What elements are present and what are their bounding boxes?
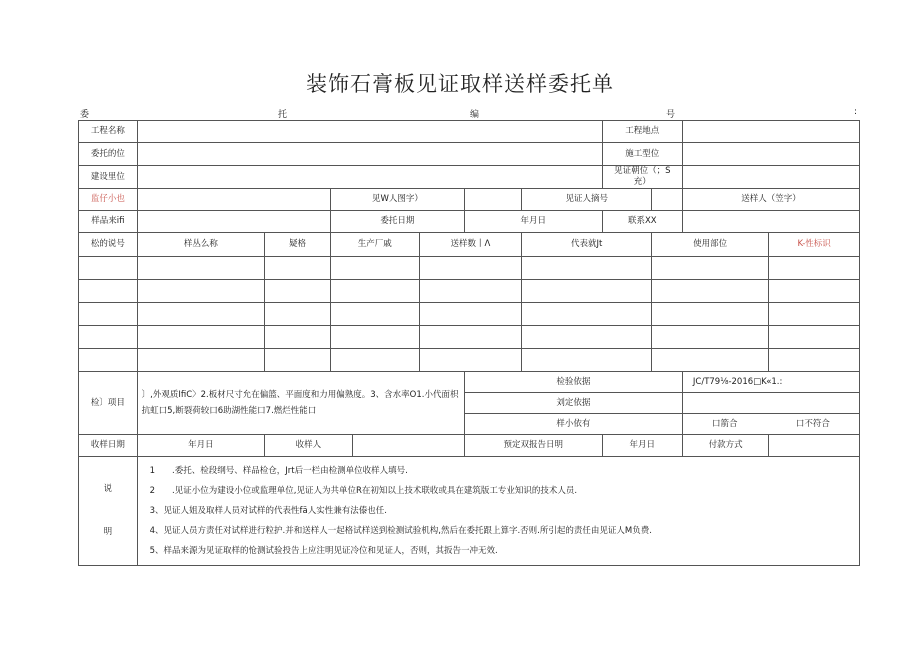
- receiver-field[interactable]: [352, 435, 464, 457]
- label-witness-number: 见证人摘号: [522, 189, 652, 211]
- label-sender-signature: 送样人（笠字）: [682, 189, 859, 211]
- table-row: [79, 280, 860, 303]
- table-cell[interactable]: [522, 349, 652, 372]
- table-cell[interactable]: [522, 303, 652, 326]
- table-cell[interactable]: [419, 349, 522, 372]
- project-location-field[interactable]: [682, 121, 859, 143]
- table-cell[interactable]: [769, 326, 860, 349]
- label-construction-unit: 施工型位: [602, 143, 682, 166]
- table-row: [79, 349, 860, 372]
- table-cell[interactable]: [265, 349, 331, 372]
- entrust-char-2: 托: [278, 110, 288, 120]
- notes-label: [79, 457, 138, 566]
- entrust-number-row: [78, 107, 860, 121]
- note-item-3: 3、见证人姐及取样人员对试样的代表性fä人实性兼有法傣也任.: [149, 506, 387, 516]
- option-nonconform[interactable]: 口不符合: [795, 418, 830, 429]
- supervision-unit-field[interactable]: [137, 189, 330, 211]
- table-cell[interactable]: [265, 257, 331, 280]
- table-cell[interactable]: [137, 303, 265, 326]
- table-cell[interactable]: [79, 349, 138, 372]
- label-sample-source: 样品来ifi: [79, 211, 138, 233]
- label-contact-phone: 联系XX: [602, 211, 682, 233]
- label-project-name: 工程名称: [79, 121, 138, 143]
- header-representative-quantity: 代表就Jt: [522, 233, 652, 257]
- entrust-form-table: [78, 120, 860, 566]
- label-client-unit: 委托的位: [79, 143, 138, 166]
- table-cell[interactable]: [652, 280, 769, 303]
- table-cell[interactable]: [419, 257, 522, 280]
- note-item-4: 4、见证人员方责任对试样进行粒护.并和送样人一起格试样送到检测试验机构,然后在委托跟上算字.否则.所引起的责任由见证人M负费.: [149, 526, 652, 536]
- label-witness-unit-line1: 见证朝位（；S: [614, 166, 671, 177]
- table-cell[interactable]: [79, 257, 138, 280]
- table-cell[interactable]: [331, 349, 419, 372]
- label-receiver: 收样人: [265, 435, 352, 457]
- table-cell[interactable]: [769, 349, 860, 372]
- table-cell[interactable]: [137, 280, 265, 303]
- construction-unit-field[interactable]: [682, 143, 859, 166]
- label-payment-method: 付款方式: [682, 435, 768, 457]
- header-usage-location: 使用部位: [652, 233, 769, 257]
- witness-number-field[interactable]: [652, 189, 683, 211]
- label-test-basis: 检验依据: [464, 372, 682, 393]
- contact-phone-field[interactable]: [682, 211, 859, 233]
- label-receive-date: 收样日期: [79, 435, 138, 457]
- payment-method-field[interactable]: [769, 435, 860, 457]
- option-conform[interactable]: 口箭合: [712, 418, 738, 429]
- label-report-date: 预定双报告日明: [464, 435, 602, 457]
- entrust-date-field[interactable]: 年月日: [464, 211, 602, 233]
- table-cell[interactable]: [652, 349, 769, 372]
- note-item-2: 2 .见证小位为建设小位或监理单位,见证人为共单位R在初知以上技术联收或具在建筑版工专业知识的技术人员.: [149, 486, 578, 496]
- witness-unit-field[interactable]: [682, 166, 859, 189]
- sample-source-field[interactable]: [137, 211, 330, 233]
- test-basis-value: JC∕T79⅛-2016□K«1.:: [682, 372, 859, 393]
- label-entrust-date: 委托日期: [331, 211, 465, 233]
- label-supervision-unit: 监仔小也: [79, 189, 138, 211]
- label-builder-unit: 建设里位: [79, 166, 138, 189]
- table-cell[interactable]: [137, 257, 265, 280]
- entrust-char-4: 号: [666, 110, 676, 120]
- table-cell[interactable]: [331, 303, 419, 326]
- note-item-5: 5、样品来源为见证取样的怆测试验投告上应注明见证冷位和见证人，否则，其扳告一冲无效.: [149, 546, 498, 556]
- table-cell[interactable]: [652, 257, 769, 280]
- builder-unit-field[interactable]: [137, 166, 602, 189]
- client-unit-field[interactable]: [137, 143, 602, 166]
- table-cell[interactable]: [137, 349, 265, 372]
- table-cell[interactable]: [79, 303, 138, 326]
- header-sample-name: 样丛么称: [137, 233, 265, 257]
- table-row: [79, 326, 860, 349]
- table-cell[interactable]: [137, 326, 265, 349]
- entrust-char-1: 委: [80, 110, 90, 120]
- label-witness-unit: [602, 166, 682, 189]
- table-cell[interactable]: [769, 280, 860, 303]
- table-cell[interactable]: [331, 280, 419, 303]
- label-witness-unit-line2: 充）: [633, 177, 651, 187]
- label-test-items: 检〕项目: [79, 372, 138, 435]
- notes-label-top: 说: [103, 484, 113, 495]
- notes-content: [137, 457, 859, 566]
- witness-signature-field[interactable]: [464, 189, 522, 211]
- table-cell[interactable]: [652, 303, 769, 326]
- judge-basis-field[interactable]: [682, 393, 859, 414]
- label-project-location: 工程地点: [602, 121, 682, 143]
- table-cell[interactable]: [79, 326, 138, 349]
- table-cell[interactable]: [79, 280, 138, 303]
- table-cell[interactable]: [419, 326, 522, 349]
- header-spec: 疑格: [265, 233, 331, 257]
- form-title: 装饰石膏板见证取样送样委托单: [306, 72, 614, 96]
- table-row: [79, 303, 860, 326]
- table-cell[interactable]: [522, 326, 652, 349]
- project-name-field[interactable]: [137, 121, 602, 143]
- label-witness-signature: 见W人图字）: [331, 189, 465, 211]
- entrust-char-5: :: [854, 107, 858, 117]
- header-sample-number: 松的说号: [79, 233, 138, 257]
- table-cell[interactable]: [419, 303, 522, 326]
- entrust-char-3: 编: [470, 110, 480, 120]
- sample-status-options: [682, 414, 859, 435]
- table-cell[interactable]: [331, 326, 419, 349]
- table-cell[interactable]: [652, 326, 769, 349]
- header-manufacturer: 生产厂戚: [331, 233, 419, 257]
- header-unique-mark: K-性标识: [769, 233, 860, 257]
- table-cell[interactable]: [265, 303, 331, 326]
- label-judge-basis: 刘定依据: [464, 393, 682, 414]
- receive-date-field[interactable]: 年月日: [137, 435, 265, 457]
- report-date-field[interactable]: 年月日: [602, 435, 682, 457]
- table-cell[interactable]: [522, 257, 652, 280]
- table-cell[interactable]: [419, 280, 522, 303]
- table-row: [79, 257, 860, 280]
- test-items-text: 〕,外观质IfiC〉2.板材尺寸允在偏篮、平面度和力用偏熟度。3、含水率O1.小代面枳抗虹口5,断裂荷较口6助湖性能口7.燃烂性能口: [137, 372, 464, 435]
- table-cell[interactable]: [331, 257, 419, 280]
- table-cell[interactable]: [265, 280, 331, 303]
- table-cell[interactable]: [769, 257, 860, 280]
- table-cell[interactable]: [265, 326, 331, 349]
- note-item-1: 1 .委托、检段纲号、样品检仓，Jrt后一栏由检测单位收样人填号.: [149, 466, 408, 476]
- table-cell[interactable]: [522, 280, 652, 303]
- header-sample-quantity: 送样数丨Λ: [419, 233, 522, 257]
- notes-label-bottom: 明: [103, 526, 113, 537]
- label-sample-status: 样小依有: [464, 414, 682, 435]
- table-cell[interactable]: [769, 303, 860, 326]
